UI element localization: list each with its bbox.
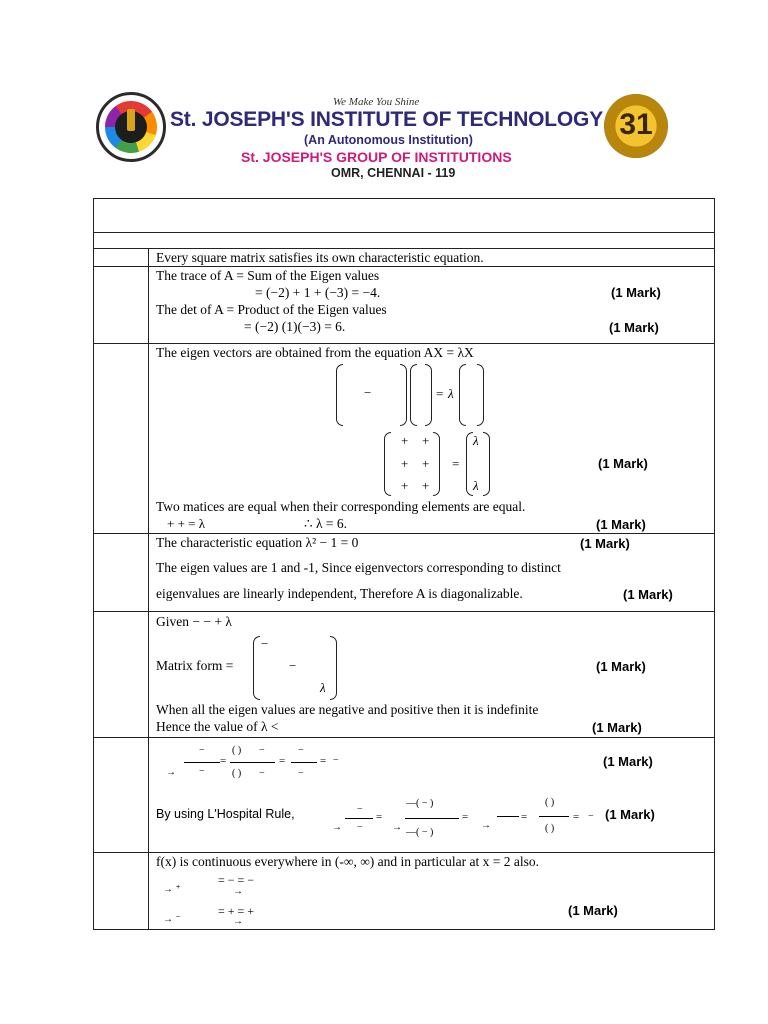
institution-header: [92, 88, 676, 180]
anniversary-badge: [604, 94, 668, 158]
lhospital-label: By using L'Hospital Rule,: [156, 807, 295, 821]
lambda-result: ∴ λ = 6.: [304, 516, 347, 531]
row1-text: Every square matrix satisfies its own characteristic equation.: [156, 250, 484, 265]
det-line: The det of A = Product of the Eigen values: [156, 302, 387, 317]
right-limit-equation: = − = −: [218, 873, 255, 887]
mark-label: (1 Mark): [580, 536, 630, 551]
mark-label: (1 Mark): [568, 903, 618, 918]
institute-logo: [96, 92, 166, 162]
institute-name: St. JOSEPH'S INSTITUTE OF TECHNOLOGY: [170, 108, 604, 131]
continuity-text: f(x) is continuous everywhere in (-∞, ∞) and in particular at x = 2 also.: [156, 854, 539, 869]
trace-value: = (−2) + 1 + (−3) = −4.: [255, 285, 381, 300]
badge-number: 31: [619, 108, 653, 141]
trace-line: The trace of A = Sum of the Eigen values: [156, 268, 380, 283]
left-limit-arrow: → ⁻: [163, 914, 181, 925]
mark-label: (1 Mark): [596, 659, 646, 674]
mark-label: (1 Mark): [596, 517, 646, 532]
hence-lambda-text: Hence the value of λ <: [156, 719, 279, 734]
characteristic-equation: The characteristic equation λ² − 1 = 0: [156, 535, 359, 550]
mark-label: (1 Mark): [598, 456, 648, 471]
mark-label: (1 Mark): [592, 720, 642, 735]
matrix-form-label: Matrix form =: [156, 658, 234, 673]
eigen-paragraph-line1: The eigen values are 1 and -1, Since eigenvectors corresponding to distinct: [156, 560, 561, 575]
equal-matrices-text: Two matices are equal when their corresponding elements are equal.: [156, 499, 526, 514]
eigen-vector-intro: The eigen vectors are obtained from the equation AX = λX: [156, 345, 474, 360]
given-expression: Given − − + λ: [156, 614, 232, 629]
tagline: We Make You Shine: [333, 96, 420, 108]
indefinite-text: When all the eigen values are negative and positive then it is indefinite: [156, 702, 539, 717]
group-name: St. JOSEPH'S GROUP OF INSTITUTIONS: [241, 149, 512, 165]
mark-label: (1 Mark): [603, 754, 653, 769]
mark-label: (1 Mark): [611, 285, 661, 300]
address: OMR, CHENNAI - 119: [331, 166, 456, 180]
autonomous-label: (An Autonomous Institution): [304, 133, 473, 147]
det-value: = (−2) (1)(−3) = 6.: [244, 319, 346, 334]
sum-equation: + + = λ: [167, 516, 206, 531]
mark-label: (1 Mark): [609, 320, 659, 335]
eigen-paragraph-line2: eigenvalues are linearly independent, Therefore A is diagonalizable.: [156, 586, 523, 601]
mark-label: (1 Mark): [623, 587, 673, 602]
right-limit-arrow: → ⁺: [163, 884, 181, 895]
mark-label: (1 Mark): [605, 807, 655, 822]
left-limit-equation: = + = +: [218, 904, 255, 918]
